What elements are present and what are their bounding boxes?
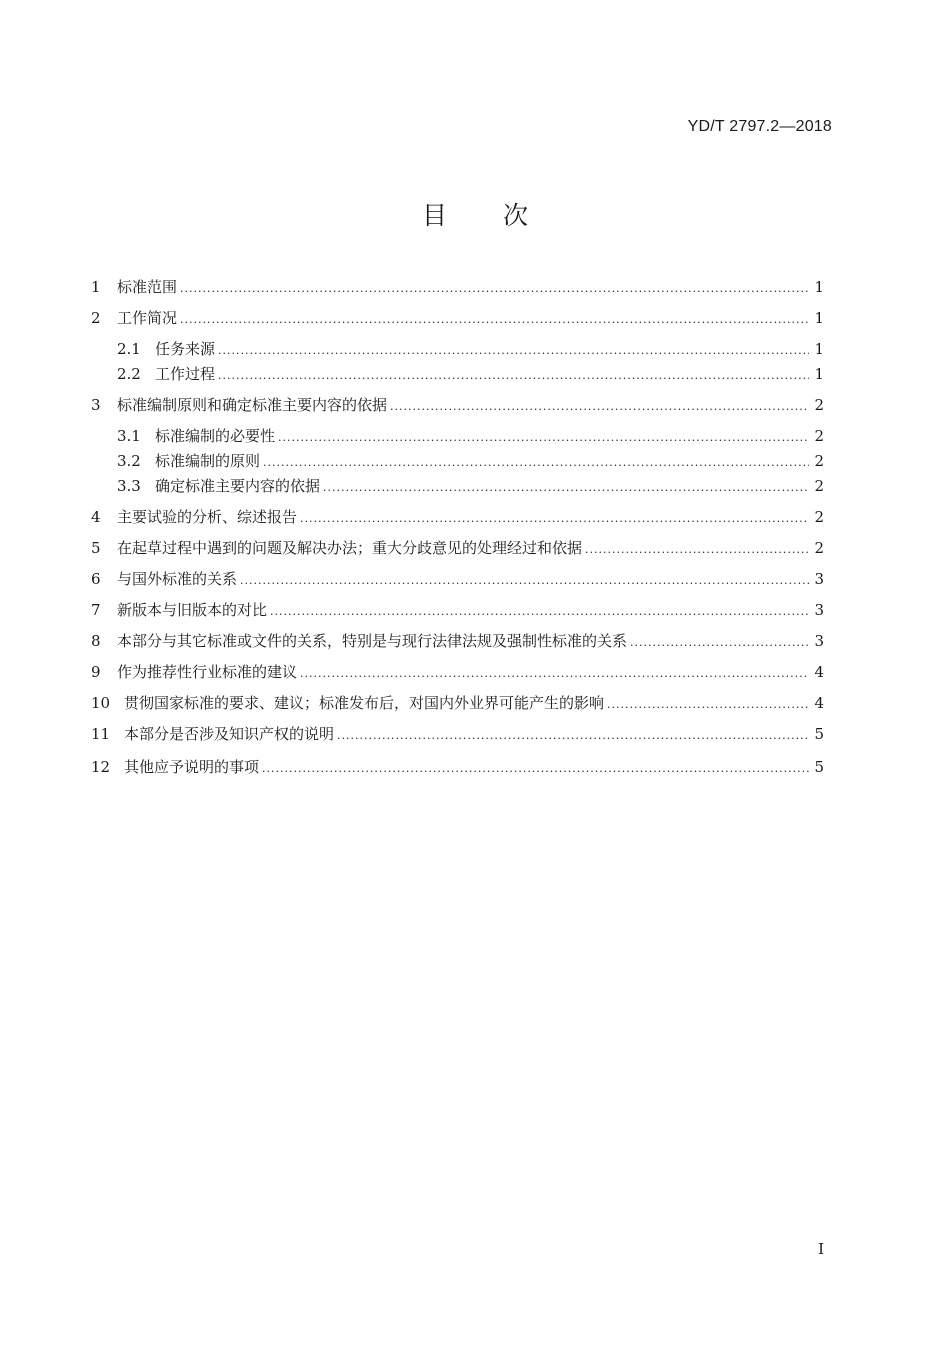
toc-entry-number: 12 [91, 758, 111, 776]
toc-entry-number: 9 [91, 663, 101, 681]
toc-entry-9[interactable] [0, 661, 950, 683]
toc-entry-4[interactable] [0, 506, 950, 528]
toc-entry-label: 确定标准主要内容的依据 [155, 477, 321, 495]
document-code: YD/T 2797.2—2018 [687, 118, 832, 135]
toc-entry-page: 1 [814, 340, 824, 358]
toc-entry-number: 7 [91, 601, 101, 619]
toc-entry-page: 3 [814, 570, 824, 588]
toc-entry-page: 2 [814, 539, 824, 557]
toc-entry-number: 2.2 [117, 365, 141, 383]
toc-entry-page: 5 [814, 725, 824, 743]
toc-leader-dots [585, 539, 809, 561]
toc-leader-dots [337, 725, 809, 747]
toc-entry-label: 新版本与旧版本的对比 [117, 601, 268, 619]
toc-leader-dots [607, 694, 809, 716]
toc-entry-page: 5 [814, 758, 824, 776]
toc-entry-label: 主要试验的分析、综述报告 [117, 508, 298, 526]
toc-leader-dots [218, 340, 809, 362]
toc-entry-page: 2 [814, 477, 824, 495]
toc-entry-3-2[interactable] [0, 450, 950, 472]
toc-title-char-1: 目 [421, 201, 447, 230]
toc-entry-number: 2 [91, 309, 101, 327]
toc-entry-label: 与国外标准的关系 [117, 570, 238, 588]
toc-entry-page: 1 [814, 309, 824, 327]
toc-leader-dots [180, 278, 809, 300]
toc-leader-dots [262, 758, 809, 780]
toc-entry-label: 标准编制的必要性 [155, 427, 276, 445]
toc-entry-2[interactable] [0, 307, 950, 329]
toc-leader-dots [390, 396, 809, 418]
toc-entry-number: 3.1 [117, 427, 141, 445]
toc-entry-page: 3 [814, 601, 824, 619]
toc-entry-number: 3.3 [117, 477, 141, 495]
toc-entry-label: 本部分与其它标准或文件的关系，特别是与现行法律法规及强制性标准的关系 [117, 632, 628, 650]
toc-entry-number: 3 [91, 396, 101, 414]
page-number: I [818, 1240, 824, 1258]
toc-entry-2-2[interactable] [0, 363, 950, 385]
toc-entry-number: 2.1 [117, 340, 141, 358]
toc-entry-number: 10 [91, 694, 111, 712]
toc-entry-page: 1 [814, 278, 824, 296]
toc-entry-12[interactable] [0, 756, 950, 778]
toc-leader-dots [323, 477, 809, 499]
toc-leader-dots [218, 365, 809, 387]
toc-entry-label: 任务来源 [155, 340, 216, 358]
toc-entry-3-3[interactable] [0, 475, 950, 497]
toc-leader-dots [180, 309, 809, 331]
toc-entry-page: 2 [814, 452, 824, 470]
toc-leader-dots [278, 427, 809, 449]
toc-entry-number: 5 [91, 539, 101, 557]
toc-entry-number: 8 [91, 632, 101, 650]
toc-entry-label: 贯彻国家标准的要求、建议；标准发布后，对国内外业界可能产生的影响 [124, 694, 605, 712]
toc-entry-3[interactable] [0, 394, 950, 416]
toc-leader-dots [270, 601, 809, 623]
toc-entry-number: 1 [91, 278, 101, 296]
toc-title [0, 196, 950, 232]
toc-entry-page: 4 [814, 694, 824, 712]
toc-entry-label: 标准范围 [117, 278, 178, 296]
toc-entry-page: 2 [814, 508, 824, 526]
toc-entry-label: 工作简况 [117, 309, 178, 327]
toc-entry-label: 工作过程 [155, 365, 216, 383]
toc-entry-page: 4 [814, 663, 824, 681]
toc-entry-page: 2 [814, 396, 824, 414]
toc-leader-dots [263, 452, 809, 474]
toc-leader-dots [240, 570, 809, 592]
toc-entry-number: 11 [91, 725, 111, 743]
toc-entry-5[interactable] [0, 537, 950, 559]
toc-title-char-2: 次 [503, 201, 529, 230]
toc-leader-dots [300, 663, 809, 685]
toc-entry-11[interactable] [0, 723, 950, 745]
toc-entry-number: 4 [91, 508, 101, 526]
toc-entry-label: 作为推荐性行业标准的建议 [117, 663, 298, 681]
toc-entry-2-1[interactable] [0, 338, 950, 360]
toc-entry-6[interactable] [0, 568, 950, 590]
toc-entry-page: 3 [814, 632, 824, 650]
toc-entry-10[interactable] [0, 692, 950, 714]
toc-entry-3-1[interactable] [0, 425, 950, 447]
toc-entry-page: 2 [814, 427, 824, 445]
toc-entry-7[interactable] [0, 599, 950, 621]
toc-entry-number: 3.2 [117, 452, 141, 470]
toc-entry-number: 6 [91, 570, 101, 588]
toc-entry-label: 标准编制原则和确定标准主要内容的依据 [117, 396, 388, 414]
toc-entry-label: 其他应予说明的事项 [124, 758, 260, 776]
toc-entry-page: 1 [814, 365, 824, 383]
toc-entry-8[interactable] [0, 630, 950, 652]
toc-entry-label: 标准编制的原则 [155, 452, 261, 470]
toc-leader-dots [300, 508, 809, 530]
toc-entry-1[interactable] [0, 276, 950, 298]
toc-entry-label: 在起草过程中遇到的问题及解决办法；重大分歧意见的处理经过和依据 [117, 539, 583, 557]
toc-entry-label: 本部分是否涉及知识产权的说明 [124, 725, 335, 743]
toc-leader-dots [630, 632, 809, 654]
